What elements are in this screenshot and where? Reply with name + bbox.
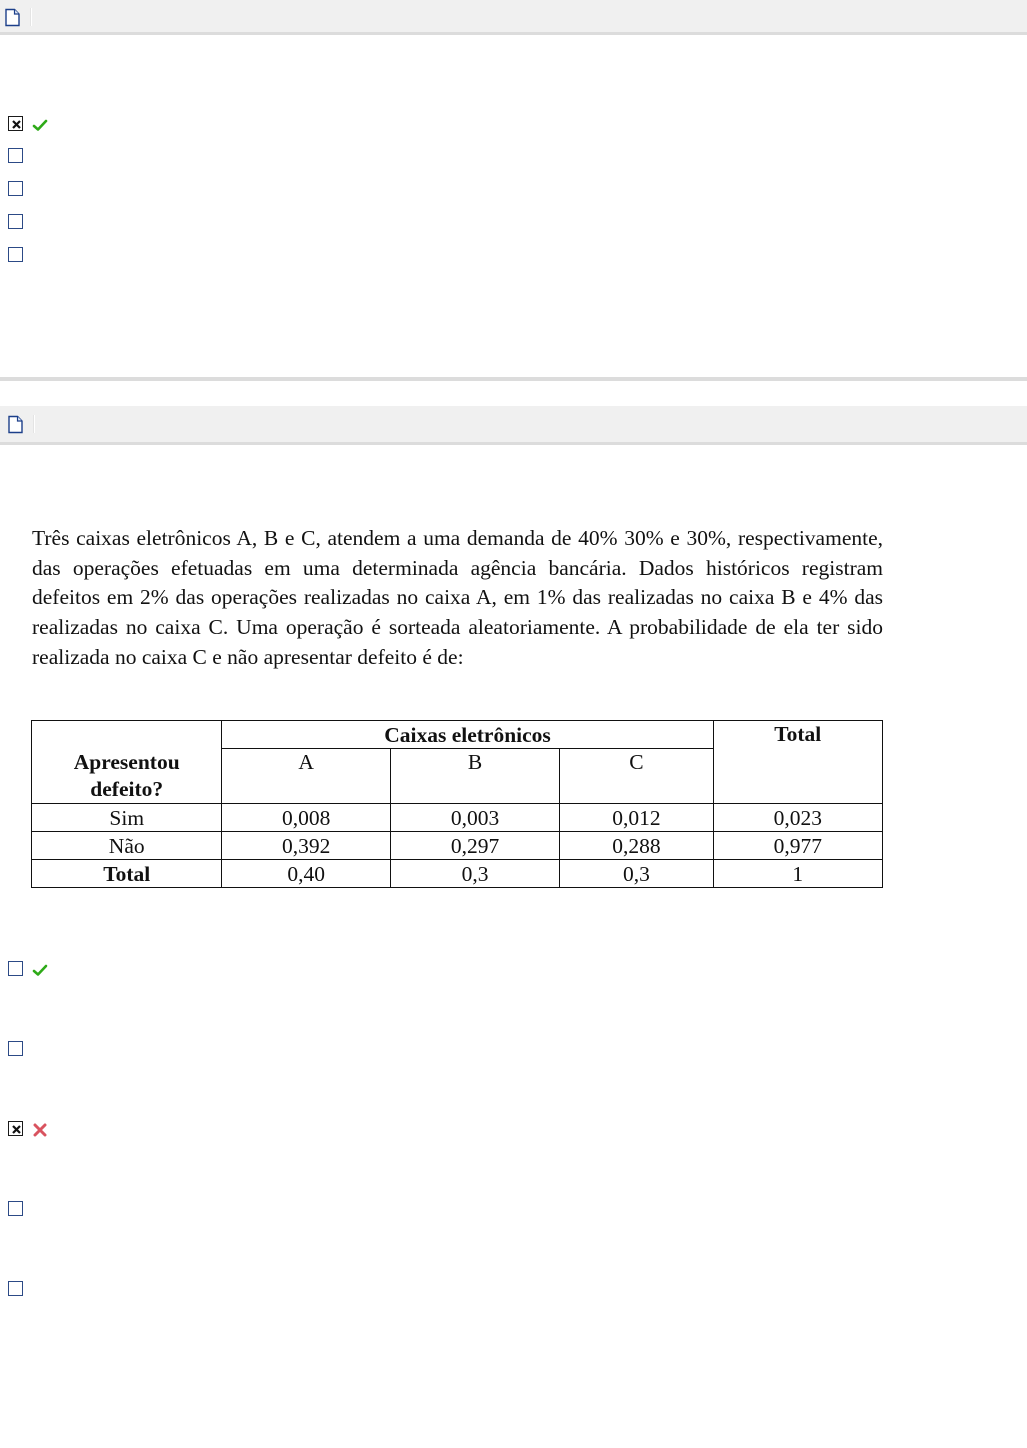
table-group-header: Caixas eletrônicos — [222, 721, 713, 749]
table-cell: 0,003 — [390, 804, 559, 832]
cross-icon — [32, 1123, 48, 1137]
q1-option-2-checkbox[interactable] — [8, 148, 23, 163]
row-header-text: Apresentou defeito? — [73, 750, 180, 801]
q2-option-5-checkbox[interactable] — [8, 1281, 23, 1296]
table-cell-total: 0,023 — [713, 804, 882, 832]
table-cell: 0,392 — [222, 832, 390, 860]
table-cell: 0,288 — [560, 832, 713, 860]
q1-option-1-checkbox[interactable] — [8, 116, 23, 131]
header-separator — [30, 8, 32, 26]
document-icon — [3, 8, 22, 27]
q1-option-5-checkbox[interactable] — [8, 247, 23, 262]
question-2-header — [0, 406, 1027, 445]
table-row — [32, 832, 883, 860]
q1-option-3-checkbox[interactable] — [8, 181, 23, 196]
table-cell: 0,012 — [560, 804, 713, 832]
row-label: Total — [32, 860, 222, 888]
column-header-a: A — [222, 749, 390, 804]
q1-option-4-checkbox[interactable] — [8, 214, 23, 229]
column-header-b: B — [390, 749, 559, 804]
q2-option-2-checkbox[interactable] — [8, 1041, 23, 1056]
row-label: Não — [32, 832, 222, 860]
column-header-c: C — [560, 749, 713, 804]
table-row — [32, 804, 883, 832]
table-cell: 0,008 — [222, 804, 390, 832]
document-icon — [6, 415, 25, 434]
table-cell: 0,3 — [560, 860, 713, 888]
probability-table — [31, 720, 883, 888]
header-separator — [33, 415, 35, 433]
question-2-statement: Três caixas eletrônicos A, B e C, atendem a uma demanda de 40% 30% e 30%, respectivamente, das operações efetuadas em uma determinada agência bancária. Dados históricos registram defeitos em 2% das operações realizadas no caixa A, em 1% das realizadas no caixa B e 4% das realizadas no caixa C. Uma operação é sorteada aleatoriamente. A probabilidade de ela ter sido realizada no caixa C e não apresentar defeito é de: — [32, 526, 883, 669]
table-row-header — [32, 721, 222, 804]
check-icon — [32, 118, 48, 132]
table-row — [32, 860, 883, 888]
table-cell-total: 0,977 — [713, 832, 882, 860]
table-cell: 0,40 — [222, 860, 390, 888]
table-total-header: Total — [713, 721, 882, 804]
q2-option-4-checkbox[interactable] — [8, 1201, 23, 1216]
question-divider — [0, 377, 1027, 381]
row-label: Sim — [32, 804, 222, 832]
table-cell-total: 1 — [713, 860, 882, 888]
table-cell: 0,297 — [390, 832, 559, 860]
question-1-header — [0, 0, 1027, 35]
q2-option-1-checkbox[interactable] — [8, 961, 23, 976]
table-cell: 0,3 — [390, 860, 559, 888]
check-icon — [32, 963, 48, 977]
q2-option-3-checkbox[interactable] — [8, 1121, 23, 1136]
